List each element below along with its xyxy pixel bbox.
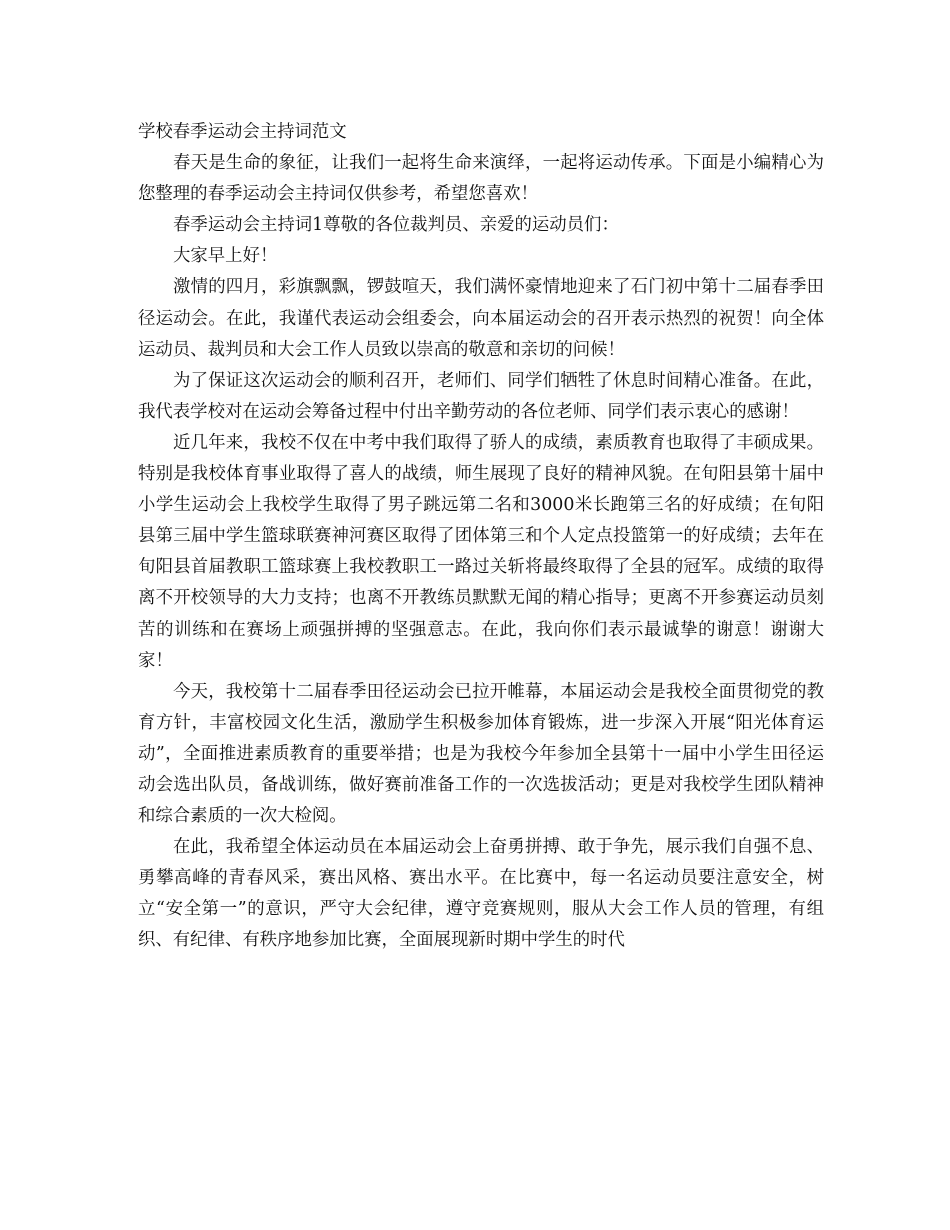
paragraph-thanks: 为了保证这次运动会的顺利召开，老师们、同学们牺牲了休息时间精心准备。在此，我代表学校对在运动会筹备过程中付出辛勤劳动的各位老师、同学们表示衷心的感谢！ (138, 370, 824, 422)
paragraph-achievements: 近几年来，我校不仅在中考中我们取得了骄人的成绩，素质教育也取得了丰硕成果。特别是我校体育事业取得了喜人的战绩，师生展现了良好的精神风貌。在旬阳县第十届中小学生运动会上我校学生取得了男子跳远第二名和3000米长跑第三名的好成绩；在旬阳县第三届中学生篮球联赛神河赛区取得了团体第三和个人定点投篮第一的好成绩；去年在旬阳县首届教职工篮球赛上我校教职工一路过关斩将最终取得了全县的冠军。成绩的取得离不开校领导的大力支持；也离不开教练员默默无闻的精心指导；更离不开参赛运动员刻苦的训练和在赛场上顽强拼搏的坚强意志。在此，我向你们表示最诚挚的谢意！谢谢大家！ (138, 432, 824, 671)
document-title: 学校春季运动会主持词范文 (138, 122, 347, 142)
paragraph-purpose: 今天，我校第十二届春季田径运动会已拉开帷幕，本届运动会是我校全面贯彻党的教育方针，丰富校园文化生活，激励学生积极参加体育锻炼，进一步深入开展“阳光体育运动”，全面推进素质教育的重要举措；也是为我校今年参加全县第十一届中小学生田径运动会选出队员，备战训练，做好赛前准备工作的一次选拔活动；更是对我校学生团队精神和综合素质的一次大检阅。 (138, 681, 824, 827)
paragraph-opening: 激情的四月，彩旗飘飘，锣鼓喧天，我们满怀豪情地迎来了石门初中第十二届春季田径运动会。在此，我谨代表运动会组委会，向本届运动会的召开表示热烈的祝贺！向全体运动员、裁判员和大会工作人员致以崇高的敬意和亲切的问候！ (138, 277, 824, 360)
paragraph-expectations: 在此，我希望全体运动员在本届运动会上奋勇拼搏、敢于争先，展示我们自强不息、勇攀高峰的青春风采，赛出风格、赛出水平。在比赛中，每一名运动员要注意安全，树立“安全第一”的意识，严守大会纪律，遵守竞赛规则，服从大会工作人员的管理，有组织、有纪律、有秩序地参加比赛，全面展现新时期中学生的时代 (138, 837, 824, 951)
paragraph-greeting: 大家早上好！ (173, 246, 278, 267)
document-body (138, 117, 824, 957)
paragraph-salutation: 春季运动会主持词1尊敬的各位裁判员、亲爱的运动员们： (173, 215, 619, 236)
paragraph-intro: 春天是生命的象征，让我们一起将生命来演绎，一起将运动传承。下面是小编精心为您整理的春季运动会主持词仅供参考，希望您喜欢！ (138, 153, 824, 205)
